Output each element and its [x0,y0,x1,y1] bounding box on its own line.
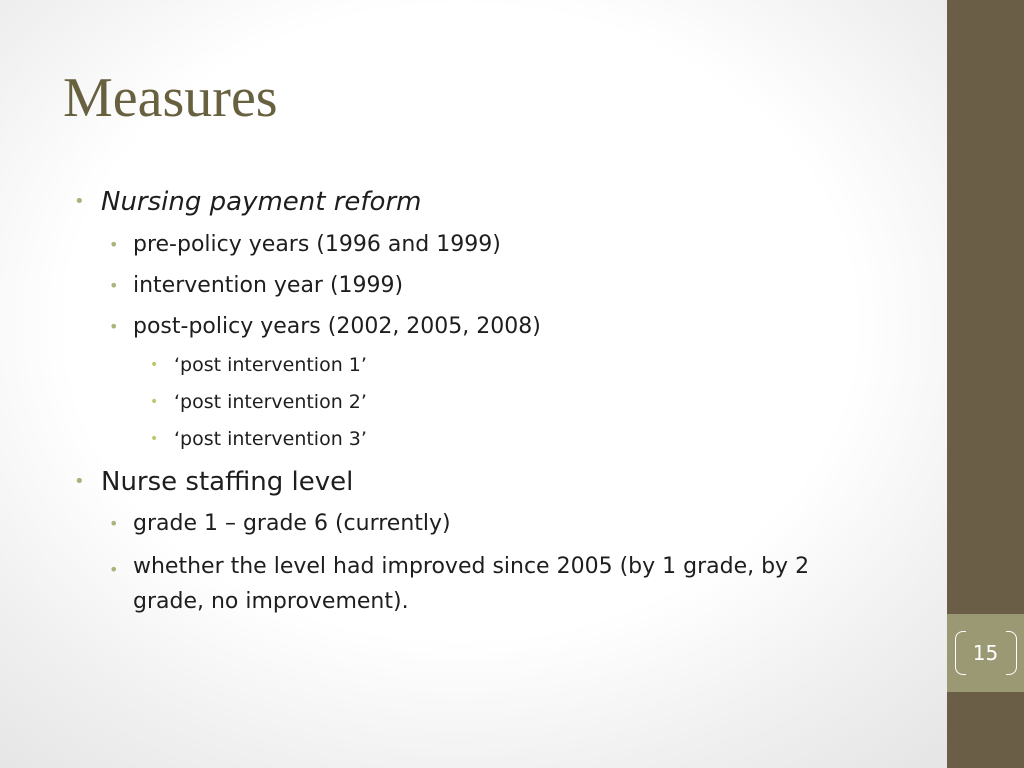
bullet-item [150,391,367,413]
slide-title: Measures [63,67,278,129]
bullet-dot-icon: • [74,471,85,492]
bullet-text: grade 1 – grade 6 (currently) [133,511,451,536]
page-number-box [947,614,1024,692]
bullet-dot-icon: • [109,235,119,254]
bullet-item [109,273,404,298]
bullet-dot-icon: • [150,394,159,410]
bullet-dot-icon: • [109,317,119,336]
bullet-text: pre-policy years (1996 and 1999) [133,232,501,257]
bullet-item [150,354,367,376]
bullet-dot-icon: • [109,276,119,295]
bullet-item [109,314,541,339]
bullet-text: whether the level had improved since 2005 (by 1 grade, by 2 grade, no improvement). [133,554,810,614]
bullet-dot-icon: • [150,431,159,447]
bullet-text: ‘post intervention 3’ [174,428,367,450]
bullet-text: Nurse staffing level [101,467,354,497]
bullet-item [109,232,501,257]
bullet-item [109,549,853,619]
bullet-text: Nursing payment reform [101,187,422,217]
bullet-dot-icon: • [74,191,85,212]
bullet-dot-icon: • [109,514,119,533]
page-number: 15 [972,641,999,665]
bullet-text: ‘post intervention 2’ [174,391,367,413]
bullet-item [74,467,354,497]
bullet-item [109,511,451,536]
bullet-text: post-policy years (2002, 2005, 2008) [133,314,541,339]
bullet-item [74,187,422,217]
bullet-text: intervention year (1999) [133,273,404,298]
bullet-dot-icon: • [109,560,119,579]
page-number-bracket-icon [955,631,1017,675]
bullet-dot-icon: • [150,357,159,373]
bullet-item [150,428,367,450]
bullet-text: ‘post intervention 1’ [174,354,367,376]
